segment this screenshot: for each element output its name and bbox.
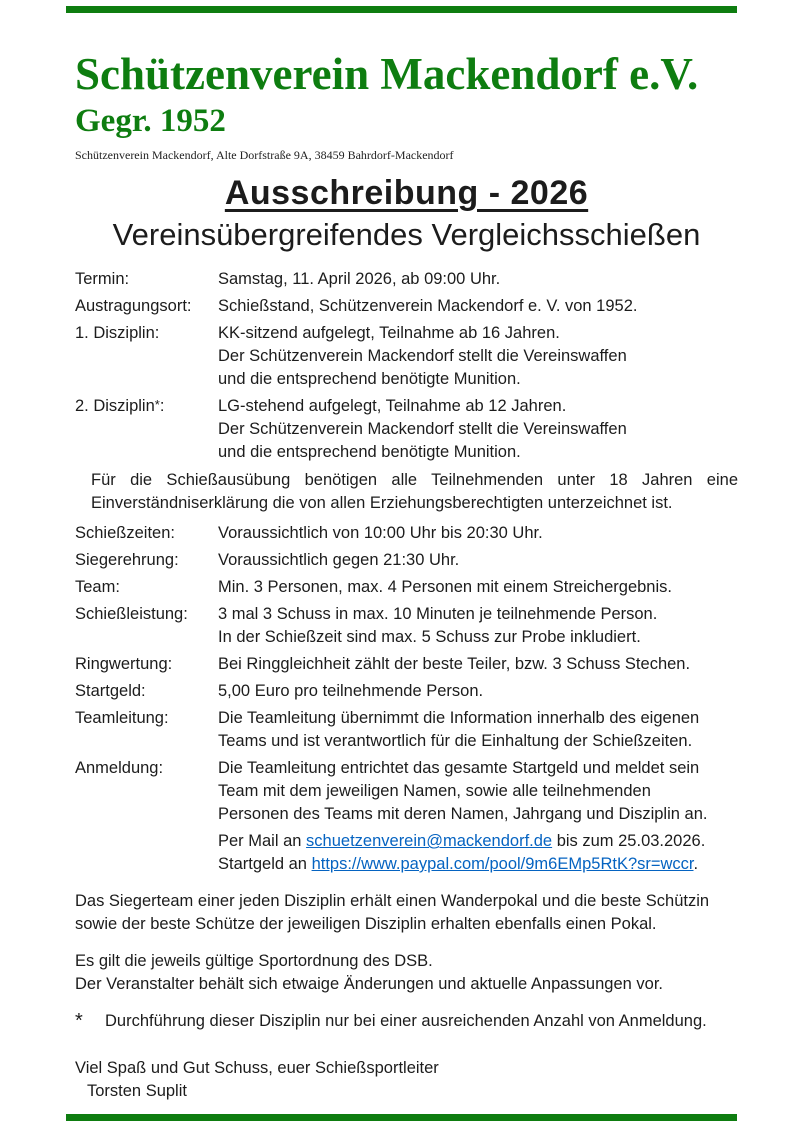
detail-line: Die Teamleitung übernimmt die Information innerhalb des eigenen [218,709,700,728]
paragraph-line: sowie der beste Schütze der jeweiligen Disziplin erhalten ebenfalls einen Pokal. [75,915,657,934]
winner-paragraph [75,890,738,936]
sender-address-line: Schützenverein Mackendorf, Alte Dorfstraße 9A, 38459 Bahrdorf-Mackendorf [75,147,454,162]
detail-label: Teamleitung: [75,709,169,728]
detail-line: Samstag, 11. April 2026, ab 09:00 Uhr. [218,270,501,289]
detail-line: Schießstand, Schützenverein Mackendorf e. V. von 1952. [218,297,638,316]
subtitle: Vereinsübergreifendes Vergleichsschießen [112,216,701,252]
founded-year: Gegr. 1952 [75,102,226,139]
detail-label: Ringwertung: [75,655,173,674]
asterisk-superscript: * [154,397,160,413]
detail-line: Der Schützenverein Mackendorf stellt die Vereinswaffen [218,420,627,439]
detail-label: Startgeld: [75,682,146,701]
consent-line: Einverständniserklärung die von allen Erziehungsberechtigten unterzeichnet ist. [91,494,673,513]
paypal-link[interactable]: https://www.paypal.com/pool/9m6EMp5RtK?sr=wccr [311,855,694,874]
club-name: Schützenverein Mackendorf e.V. [75,49,699,99]
detail-label: Schießzeiten: [75,524,175,543]
detail-line: Teams und ist verantwortlich für die Einhaltung der Schießzeiten. [218,732,693,751]
detail-line: und die entsprechend benötigte Munition. [218,443,521,462]
rules-paragraph [75,950,738,996]
detail-line: 5,00 Euro pro teilnehmende Person. [218,682,484,701]
detail-line: Team mit dem jeweiligen Namen, sowie alle teilnehmenden [218,782,651,801]
paypal-registration-line: Startgeld an https://www.paypal.com/pool/9m6EMp5RtK?sr=wccr. [218,855,699,874]
detail-row-startgeld [75,680,738,703]
detail-label: Team: [75,578,120,597]
paragraph-line: Der Veranstalter behält sich etwaige Änderungen und aktuelle Anpassungen vor. [75,975,663,994]
footnote-marker: * [75,1010,83,1033]
main-title: Ausschreibung - 2026 [224,173,589,212]
email-link[interactable]: schuetzenverein@mackendorf.de [306,832,553,851]
detail-row-schiesszeiten [75,522,738,545]
detail-line: Voraussichtlich gegen 21:30 Uhr. [218,551,460,570]
closing-line: Viel Spaß und Gut Schuss, euer Schießsportleiter [75,1059,439,1078]
closing-block [75,1057,738,1103]
detail-line: Der Schützenverein Mackendorf stellt die Vereinswaffen [218,347,627,366]
consent-note [75,469,738,515]
detail-row-schiessleistung [75,603,738,649]
detail-line: Personen des Teams mit deren Namen, Jahrgang und Disziplin an. [218,805,708,824]
consent-line: Für die Schießausübung benötigen alle Teilnehmenden unter 18 Jahren eine [91,471,738,490]
detail-line: und die entsprechend benötigte Munition. [218,370,521,389]
detail-line: In der Schießzeit sind max. 5 Schuss zur Probe inkludiert. [218,628,641,647]
footnote [75,1010,738,1033]
detail-line: Bei Ringgleichheit zählt der beste Teiler, bzw. 3 Schuss Stechen. [218,655,691,674]
detail-label: Austragungsort: [75,297,192,316]
detail-label: Schießleistung: [75,605,188,624]
detail-row-termin [75,268,738,291]
top-green-bar [66,6,737,13]
mail-registration-line: Per Mail an schuetzenverein@mackendorf.de bis zum 25.03.2026. [218,832,706,851]
detail-label: 2. Disziplin*: [75,397,165,416]
detail-label: Anmeldung: [75,759,164,778]
detail-row-siegerehrung [75,549,738,572]
signature-name: Torsten Suplit [87,1082,187,1101]
document-title-block [75,175,738,252]
detail-line: 3 mal 3 Schuss in max. 10 Minuten je teilnehmende Person. [218,605,658,624]
detail-label: Termin: [75,270,130,289]
detail-row-anmeldung [75,757,738,876]
detail-row-teamleitung [75,707,738,753]
paragraph-line: Es gilt die jeweils gültige Sportordnung des DSB. [75,952,433,971]
detail-line: Die Teamleitung entrichtet das gesamte Startgeld und meldet sein [218,759,700,778]
detail-row-disziplin-1 [75,322,738,391]
detail-line: LG-stehend aufgelegt, Teilnahme ab 12 Jahren. [218,397,567,416]
detail-line: Voraussichtlich von 10:00 Uhr bis 20:30 Uhr. [218,524,543,543]
details-table [75,268,738,876]
detail-row-disziplin-2 [75,395,738,464]
footnote-text: Durchführung dieser Disziplin nur bei einer ausreichenden Anzahl von Anmeldung. [105,1012,707,1031]
paragraph-line: Das Siegerteam einer jeden Disziplin erhält einen Wanderpokal und die beste Schützin [75,892,710,911]
detail-line: Min. 3 Personen, max. 4 Personen mit einem Streichergebnis. [218,578,672,597]
registration-links [218,830,738,876]
bottom-green-bar [66,1114,737,1121]
detail-label: 1. Disziplin: [75,324,160,343]
document-content [0,50,800,1103]
detail-row-team [75,576,738,599]
detail-row-ringwertung [75,653,738,676]
detail-row-austragungsort [75,295,738,318]
detail-label: Siegerehrung: [75,551,179,570]
detail-line: KK-sitzend aufgelegt, Teilnahme ab 16 Jahren. [218,324,560,343]
